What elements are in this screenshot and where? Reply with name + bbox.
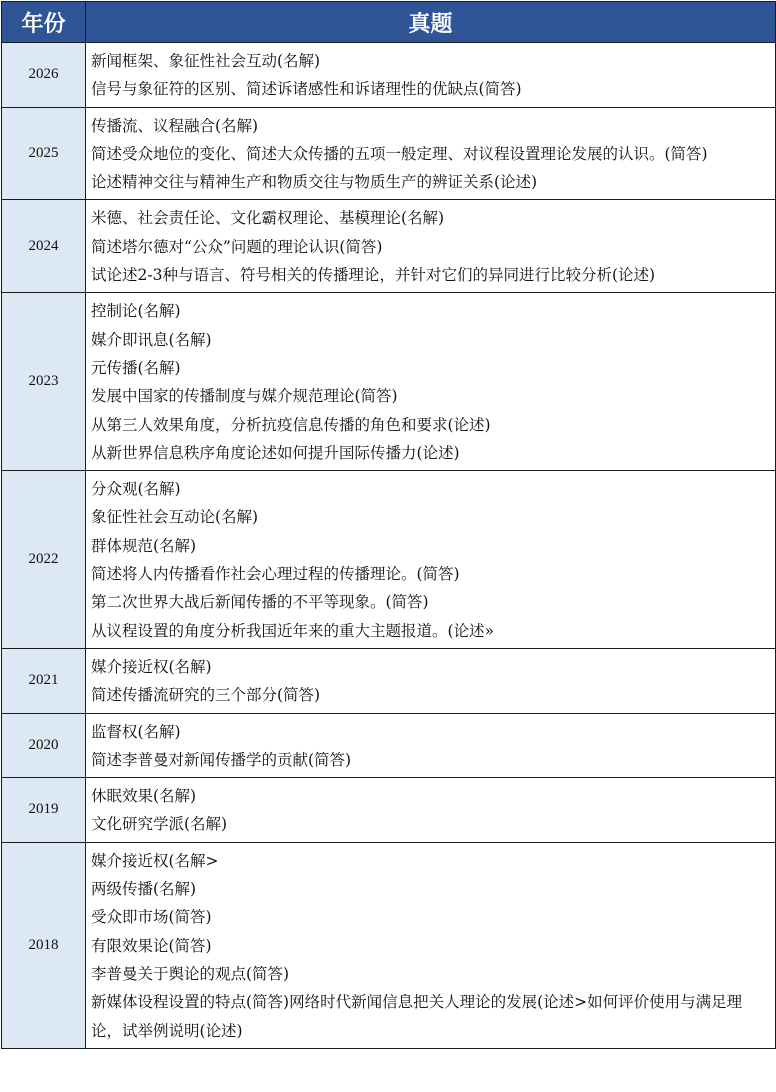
questions-cell	[86, 293, 776, 471]
question-item: 从议程设置的角度分析我国近年来的重大主题报道。(论述»	[91, 621, 495, 640]
question-item: 媒介即讯息(名解)	[91, 330, 212, 349]
question-item: 从新世界信息秩序角度论述如何提升国际传播力(论述)	[91, 443, 460, 462]
year-header: 年份	[2, 2, 86, 43]
question-item: 从第三人效果角度，分析抗疫信息传播的角色和要求(论述)	[91, 415, 491, 434]
year-cell: 2024	[2, 200, 86, 293]
question-item: 分众观(名解)	[91, 480, 181, 499]
questions-cell	[86, 842, 776, 1048]
table-row	[2, 43, 776, 108]
question-item: 发展中国家的传播制度与媒介规范理论(简答)	[91, 387, 398, 406]
year-cell: 2023	[2, 293, 86, 471]
question-item: 有限效果论(简答)	[91, 936, 212, 955]
question-item: 媒介接近权(名解>	[91, 851, 219, 870]
questions-cell	[86, 43, 776, 108]
question-item: 新闻框架、象征性社会互动(名解)	[91, 52, 321, 70]
question-item: 第二次世界大战后新闻传播的不平等现象。(简答)	[91, 593, 429, 612]
question-item: 简述受众地位的变化、简述大众传播的五项一般定理、对议程设置理论发展的认识。(简答)	[91, 144, 708, 163]
header-row	[2, 2, 776, 43]
question-item: 休眠效果(名解)	[91, 787, 197, 806]
year-cell: 2021	[2, 648, 86, 713]
question-item: 两级传播(名解)	[91, 880, 197, 899]
questions-cell	[86, 778, 776, 843]
question-item: 米德、社会责任论、文化霸权理论、基模理论(名解)	[91, 209, 445, 228]
exam-table	[1, 1, 776, 1049]
table-row	[2, 471, 776, 649]
year-cell: 2026	[2, 43, 86, 108]
question-item: 简述传播流研究的三个部分(简答)	[91, 686, 321, 705]
question-item: 元传播(名解)	[91, 358, 181, 377]
questions-header: 真题	[86, 2, 776, 43]
question-item: 媒介接近权(名解)	[91, 657, 212, 676]
questions-cell	[86, 713, 776, 778]
question-item: 监督权(名解)	[91, 722, 181, 741]
year-cell: 2022	[2, 471, 86, 649]
year-cell: 2018	[2, 842, 86, 1048]
table-row	[2, 293, 776, 471]
question-item: 李普曼关于舆论的观点(简答)	[91, 964, 290, 983]
question-item: 简述塔尔德对“公众”问题的理论认识(简答)	[91, 237, 383, 256]
question-item: 简述将人内传播看作社会心理过程的传播理论。(简答)	[91, 565, 460, 584]
question-item: 试论述2-3种与语言、符号相关的传播理论，并针对它们的异同进行比较分析(论述)	[91, 266, 656, 285]
table-row	[2, 713, 776, 778]
year-cell: 2025	[2, 107, 86, 200]
question-item: 新媒体设程设置的特点(简答)网络时代新闻信息把关人理论的发展(论述>如何评价使用与满足理论，试举例说明(论述)	[91, 993, 743, 1040]
question-item: 简述李普曼对新闻传播学的贡献(简答)	[91, 750, 352, 769]
question-item: 群体规范(名解)	[91, 536, 197, 555]
table-row	[2, 107, 776, 200]
question-item: 象征性社会互动论(名解)	[91, 508, 259, 527]
questions-cell	[86, 648, 776, 713]
year-cell: 2019	[2, 778, 86, 843]
table-row	[2, 842, 776, 1048]
questions-cell	[86, 471, 776, 649]
table-row	[2, 778, 776, 843]
question-item: 论述精神交往与精神生产和物质交往与物质生产的辨证关系(论述)	[91, 173, 538, 192]
questions-cell	[86, 107, 776, 200]
question-item: 传播流、议程融合(名解)	[91, 116, 259, 135]
question-item: 文化研究学派(名解)	[91, 815, 228, 834]
table-row	[2, 648, 776, 713]
question-item: 控制论(名解)	[91, 302, 181, 321]
question-item: 受众即市场(简答)	[91, 908, 212, 927]
table-row	[2, 200, 776, 293]
questions-cell	[86, 200, 776, 293]
year-cell: 2020	[2, 713, 86, 778]
question-item: 信号与象征符的区别、简述诉诸感性和诉诸理性的优缺点(简答)	[91, 80, 522, 99]
